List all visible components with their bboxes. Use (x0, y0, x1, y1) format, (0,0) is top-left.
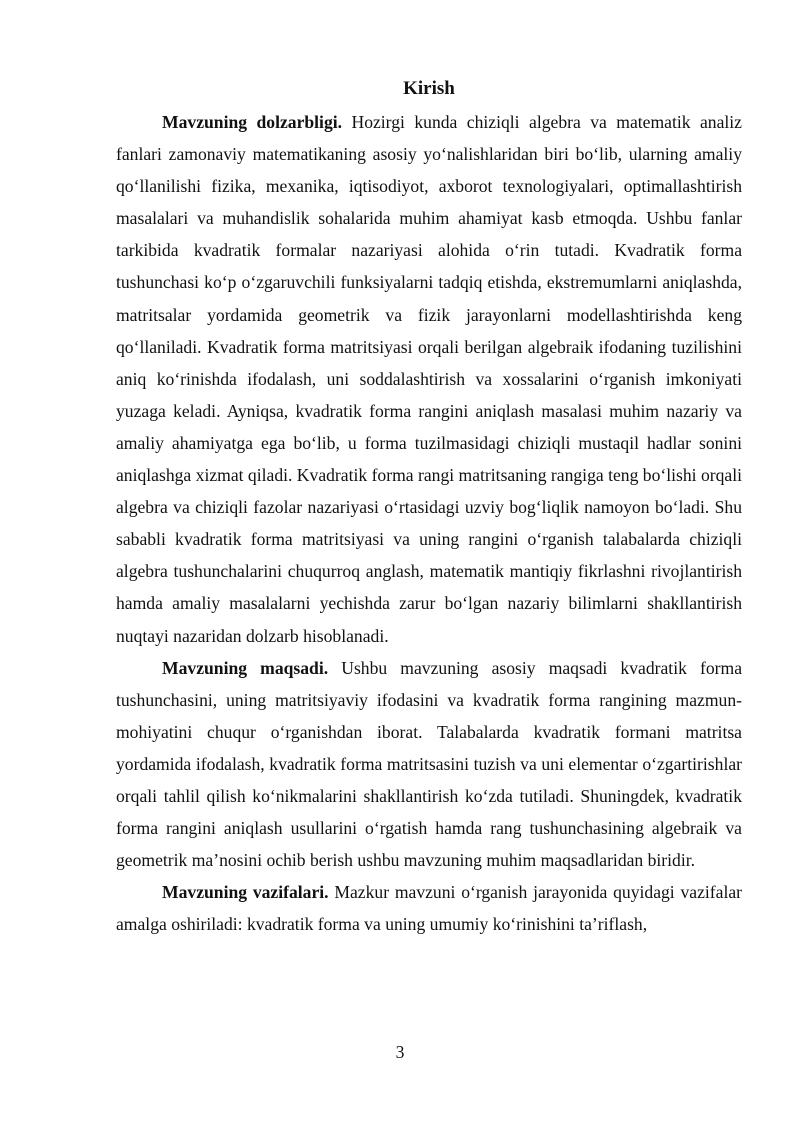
paragraph-text: Ushbu mavzuning asosiy maqsadi kvadratik forma tushunchasini, uning matritsiyaviy ifodasini va kvadratik forma rangining mazmun-mohiyatini chuqur o‘rganishdan iborat. Talabalarda kvadratik formani matritsa yordamida ifodalash, kvadratik forma matritsasini tuzish va uni elementar o‘zgartirishlar orqali tahlil qilish ko‘nikmalarini shakllantirish ko‘zda tutiladi. Shuningdek, kvadratik forma rangini aniqlash usullarini o‘rgatish hamda rang tushunchasining algebraik va geometrik ma’nosini ochib berish ushbu mavzuning muhim maqsadlaridan biridir. (116, 657, 742, 871)
paragraph-tasks (116, 876, 742, 940)
paragraph-goal (116, 652, 742, 877)
paragraph-relevance (116, 106, 742, 652)
paragraph-text: Mazkur mavzuni o‘rganish jarayonida quyidagi vazifalar amalga oshiriladi: kvadratik forma va uning umumiy ko‘rinishini ta’riflash, (116, 882, 742, 935)
section-title: Kirish (403, 78, 455, 99)
paragraph-lead: Mavzuning dolzarbligi. (162, 112, 343, 132)
page-content (116, 76, 742, 940)
paragraph-text: Hozirgi kunda chiziqli algebra va matematik analiz fanlari zamonaviy matematikaning asosiy yo‘nalishlaridan biri bo‘lib, ularning amaliy qo‘llanilishi fizika, mexanika, iqtisodiyot, axborot texnologiyalari, optimallashtirish masalalari va muhandislik sohalarida muhim ahamiyat kasb etmoqda. Ushbu fanlar tarkibida kvadratik formalar nazariyasi alohida o‘rin tutadi. Kvadratik forma tushunchasi ko‘p o‘zgaruvchili funksiyalarni tadqiq etishda, ekstremumlarni aniqlashda, matritsalar yordamida geometrik va fizik jarayonlarni modellashtirishda keng qo‘llaniladi. Kvadratik forma matritsiyasi orqali berilgan algebraik ifodaning tuzilishini aniq ko‘rinishda ifodalash, uni soddalashtirish va xossalarini o‘rganish imkoniyati yuzaga keladi. Ayniqsa, kvadratik forma rangini aniqlash masalasi muhim nazariy va amaliy ahamiyatga ega bo‘lib, u forma tuzilmasidagi chiziqli mustaqil hadlar sonini aniqlashga xizmat qiladi. Kvadratik forma rangi matritsaning rangiga teng bo‘lishi orqali algebra va chiziqli fazolar nazariyasi o‘rtasidagi uzviy bog‘liqlik namoyon bo‘ladi. Shu sababli kvadratik forma matritsiyasi va uning rangini o‘rganish talabalarda chiziqli algebra tushunchalarini chuqurroq anglash, matematik mantiqiy fikrlashni rivojlantirish hamda amaliy masalalarni yechishda zarur bo‘lgan nazariy bilimlarni shakllantirish nuqtayi nazaridan dolzarb hisoblanadi. (116, 112, 742, 646)
page-number: 3 (395, 1042, 405, 1062)
paragraph-lead: Mavzuning vazifalari. (162, 882, 329, 903)
paragraph-lead: Mavzuning maqsadi. (162, 657, 329, 678)
